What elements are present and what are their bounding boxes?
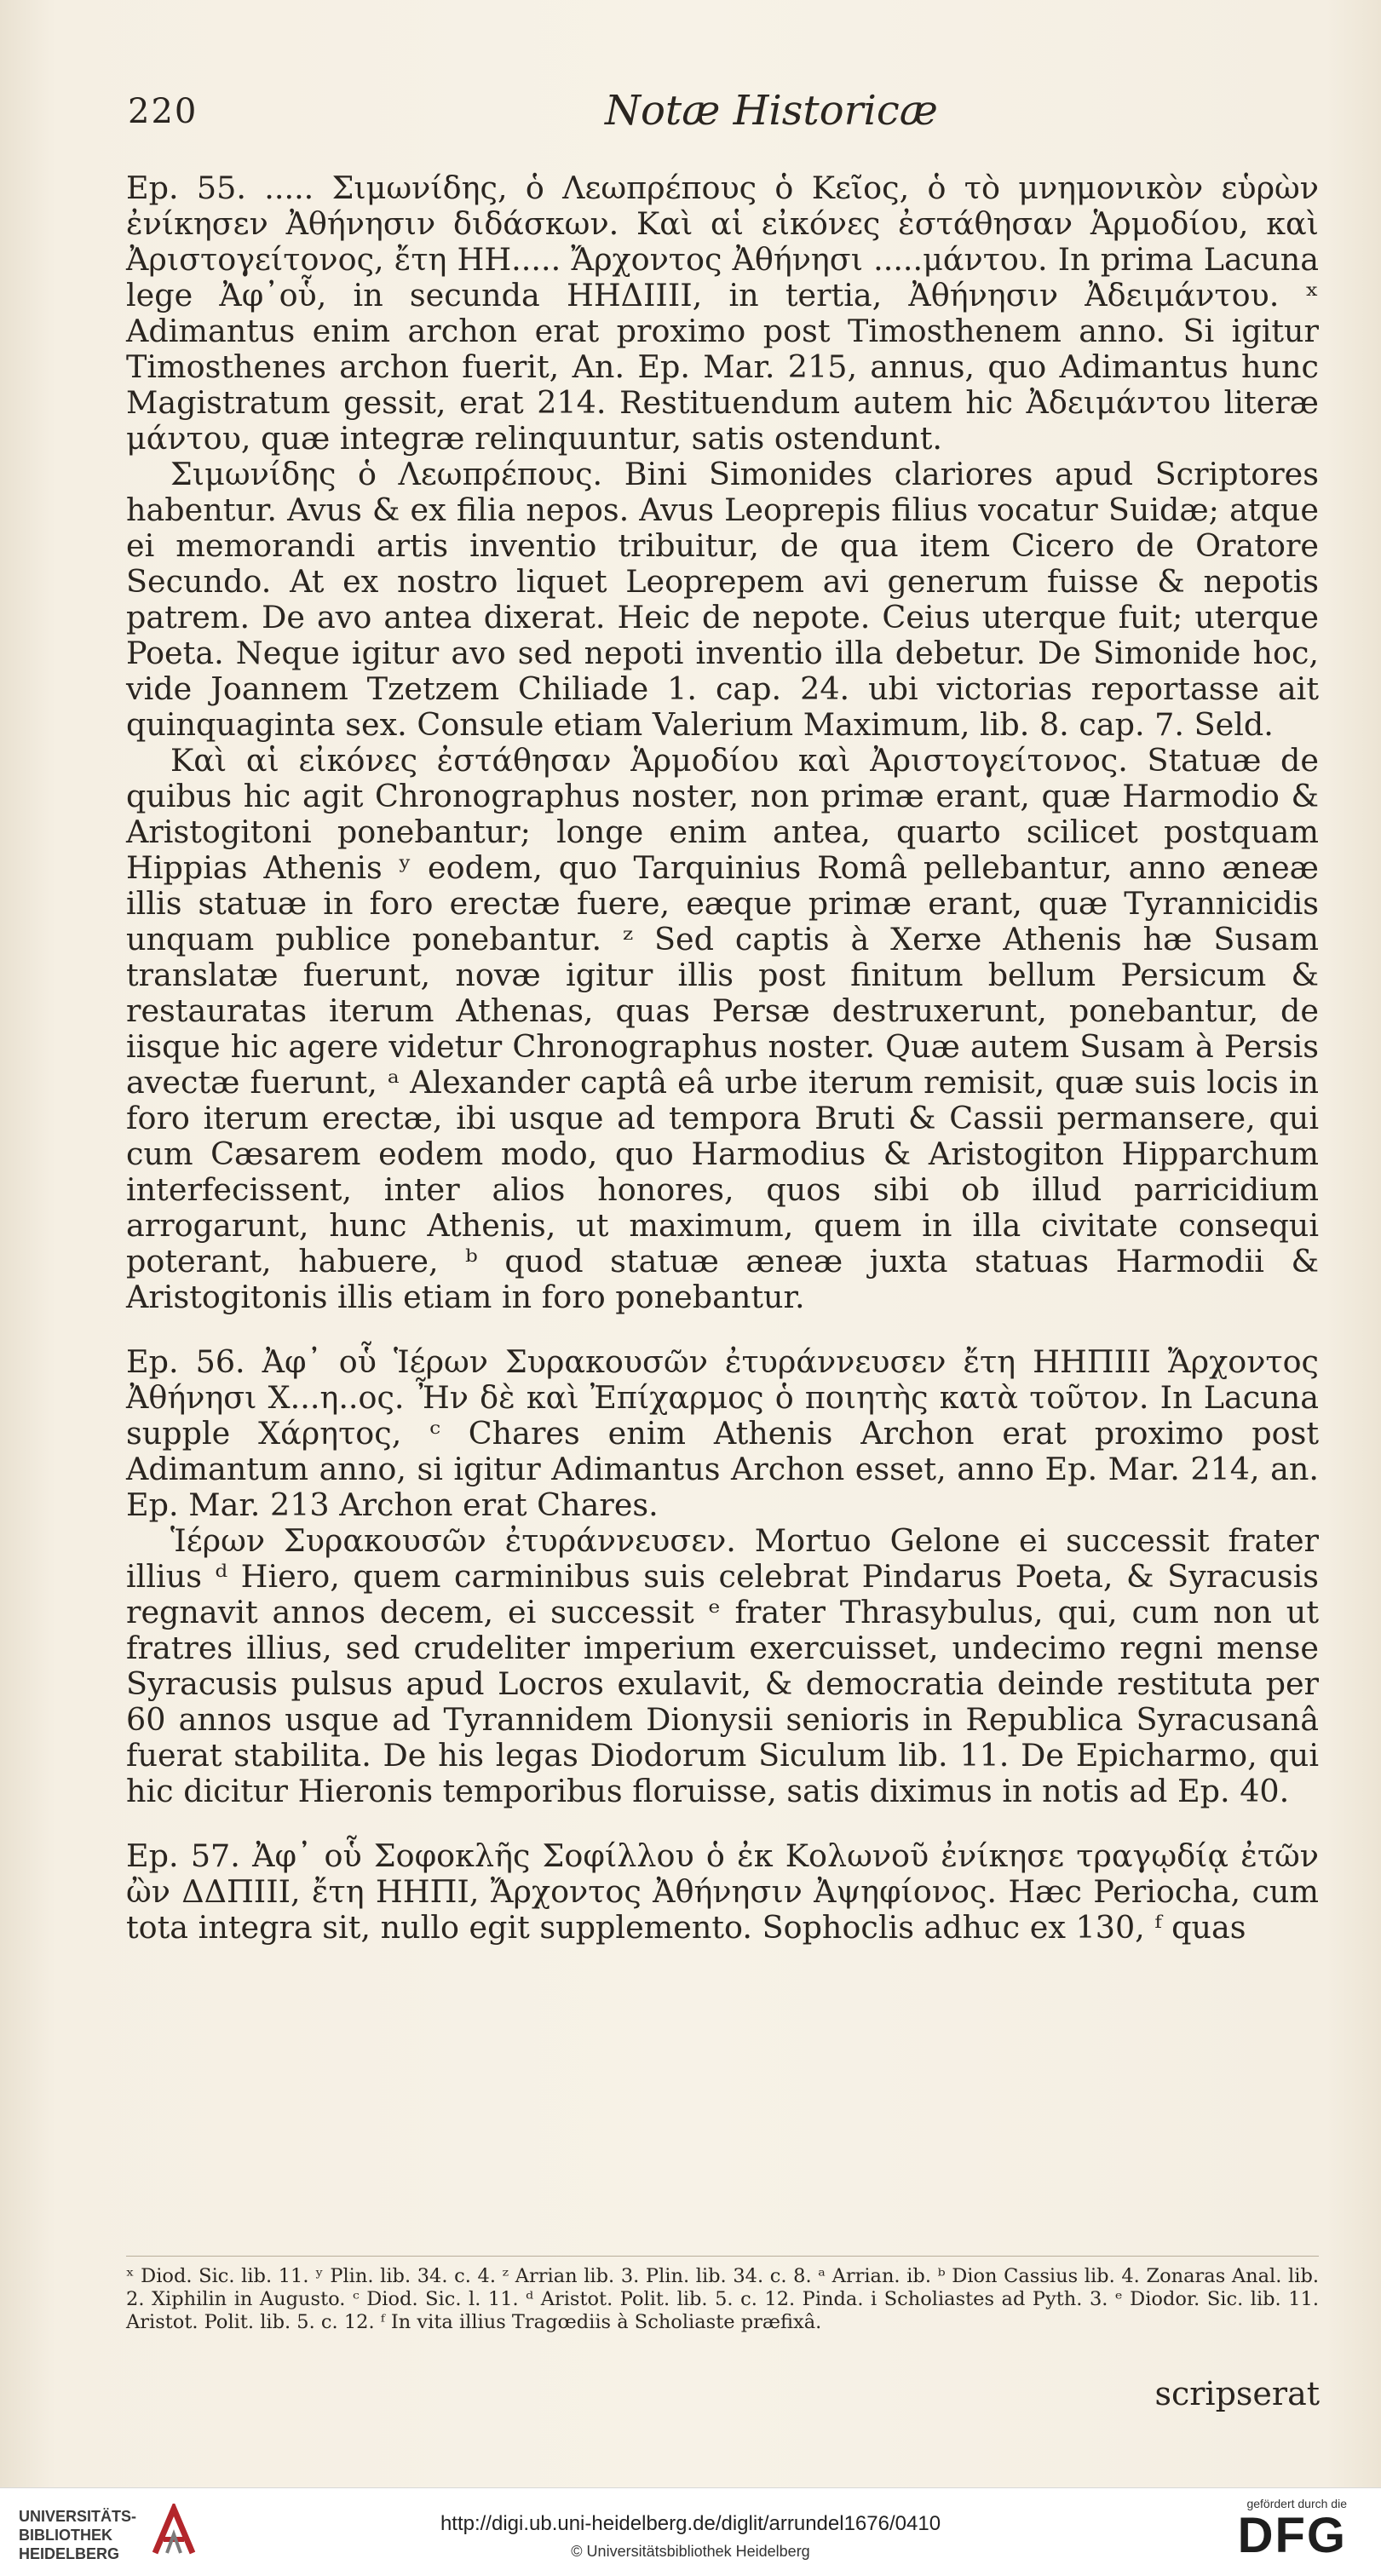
running-title: Notæ Historicæ (605, 87, 938, 135)
footnotes: ˣ Diod. Sic. lib. 11. ʸ Plin. lib. 34. c. 4. ᶻ Arrian lib. 3. Plin. lib. 34. c. 8. ᵃ Arrian. ib. ᵇ Dion Cassius lib. 4. Zonaras Anal. lib. 2. Xiphilin in Augusto. ᶜ Diod. Sic. l. 11. ᵈ Aristot. Polit. lib. 5. c. 12. Pinda. i Scholiastes ad Pyth. 3. ᵉ Diodor. Sic. lib. 11. Aristot. Polit. lib. 5. c. 12. ᶠ In vita illius Tragœdiis à Scholiaste præfixâ. (126, 2256, 1319, 2334)
copyright-notice: © Universitätsbibliothek Heidelberg (571, 2543, 810, 2560)
paragraph-ep57: Ep. 57. Ἀφ᾽ οὗ Σοφοκλῆς Σοφίλλου ὁ ἐκ Κολωνοῦ ἐνίκησε τραγῳδίᾳ ἐτῶν ὢν ΔΔΠΙΙΙ, ἔτη ΗΗΠΙ, Ἄρχοντος Ἀθήνησιν Ἀψηφίονος. Hæc Periocha, cum tota integra sit, nullo egit supplemento. Sophoclis adhuc ex 130, ᶠ quas (126, 1837, 1319, 1946)
paragraph-statues: Καὶ αἱ εἰκόνες ἐστάθησαν Ἁρμοδίου καὶ Ἀριστογείτονος. Statuæ de quibus hic agit Chronographus noster, non primæ erant, quæ Harmodio & Aristogitoni ponebantur; longe enim antea, quarto scilicet postquam Hippias Athenis ʸ eodem, quo Tarquinius Româ pellebantur, anno æneæ illis statuæ in foro erectæ fuere, eæque primæ erant, quæ Tyrannicidis unquam publice ponebantur. ᶻ Sed captis à Xerxe Athenis hæ Susam translatæ fuerunt, novæ igitur illis post finitum bellum Persicum & restauratas iterum Athenas, quas Persæ destruxerunt, ponebantur, de iisque hic agere videtur Chronographus noster. Quæ autem Susam à Persis avectæ fuerunt, ᵃ Alexander captâ eâ urbe iterum remisit, quæ suis locis in foro iterum erectæ, ibi usque ad tempora Bruti & Cassii permansere, qui cum Cæsarem eodem modo, quo Harmodius & Aristogiton Hipparchum interfecissent, inter alios honores, quos sibi ob illud parricidium arrogarunt, hunc Athenis, ut maximum, quem in illa civitate consequi poterant, habuere, ᵇ quod statuæ æneæ juxta statuas Harmodii & Aristogitonis illis etiam in foro ponebantur. (126, 742, 1319, 1315)
body-text (126, 170, 1319, 1946)
sponsor-note: gefördert durch die (1246, 2497, 1347, 2510)
digitization-footer (0, 2487, 1381, 2576)
paragraph-hiero: Ἱέρων Συρακουσῶν ἐτυράννευσεν. Mortuo Gelone ei successit frater illius ᵈ Hiero, quem carminibus suis celebrat Pindarus Poeta, & Syracusis regnavit annos decem, ei successit ᵉ frater Thrasybulus, qui, cum non ut fratres illius, sed crudeliter imperium exercuisset, undecimo regni mense Syracusis pulsus apud Locros exulavit, & democratia deinde restituta per 60 annos usque ad Tyrannidem Dionysii senioris in Republica Syracusanâ fuerat stabilita. De his legas Diodorum Siculum lib. 11. De Epicharmo, qui hic dicitur Hieronis temporibus floruisse, satis diximus in notis ad Ep. 40. (126, 1522, 1319, 1809)
university-library-name: UNIVERSITÄTS- BIBLIOTHEK HEIDELBERG (19, 2508, 137, 2562)
permalink-url[interactable]: http://digi.ub.uni-heidelberg.de/diglit/arrundel1676/0410 (440, 2512, 941, 2535)
page-number: 220 (128, 92, 199, 131)
dfg-logo[interactable] (1202, 2497, 1347, 2569)
catchword: scripserat (1154, 2375, 1320, 2412)
paragraph-simonides: Σιμωνίδης ὁ Λεωπρέπους. Bini Simonides clariores apud Scriptores habentur. Avus & ex filia nepos. Avus Leoprepis filius vocatur Suidæ; atque ei memorandi artis inventio tribuitur, de qua item Cicero de Oratore Secundo. At ex nostro liquet Leoprepem avi generum fuisse & nepotis patrem. De avo antea dixerat. Heic de nepote. Ceius uterque fuit; uterque Poeta. Neque igitur avo sed nepoti inventio illa debetur. De Simonide hoc, vide Joannem Tzetzem Chiliade 1. cap. 24. ubi victorias reportasse ait quinquaginta sex. Consule etiam Valerium Maximum, lib. 8. cap. 7. Seld. (126, 456, 1319, 743)
paragraph-ep55: Ep. 55. ..... Σιμωνίδης, ὁ Λεωπρέπους ὁ Κεῖος, ὁ τὸ μνημονικὸν εὑρὼν ἐνίκησεν Ἀθήνησιν διδάσκων. Καὶ αἱ εἰκόνες ἐστάθησαν Ἁρμοδίου, καὶ Ἀριστογείτονος, ἔτη ΗΗ..... Ἄρχοντος Ἀθήνησι .....μάντου. In prima Lacuna lege Ἀφ᾽οὗ, in secunda ΗΗΔΙΙΙΙ, in tertia, Ἀθήνησιν Ἀδειμάντου. ˣ Adimantus enim archon erat proximo post Timosthenem anno. Si igitur Timosthenes archon fuerit, An. Ep. Mar. 215, annus, quo Adimantus hunc Magistratum gessit, erat 214. Restituendum autem hic Ἀδειμάντου literæ μάντου, quæ integræ relinquuntur, satis ostendunt. (126, 170, 1319, 457)
page-header (128, 83, 1321, 143)
dfg-wordmark: DFG (1237, 2508, 1347, 2563)
paragraph-ep56: Ep. 56. Ἀφ᾽ οὗ Ἱέρων Συρακουσῶν ἐτυράννευσεν ἔτη ΗΗΠΙΙΙ Ἄρχοντος Ἀθήνησι Χ...η..ος. Ἦν δὲ καὶ Ἐπίχαρμος ὁ ποιητὴς κατὰ τοῦτον. In Lacuna supple Χάρητος, ᶜ Chares enim Athenis Archon erat proximo post Adimantum anno, si igitur Adimantus Archon esset, anno Ep. Mar. 214, an. Ep. Mar. 213 Archon erat Chares. (126, 1343, 1319, 1523)
